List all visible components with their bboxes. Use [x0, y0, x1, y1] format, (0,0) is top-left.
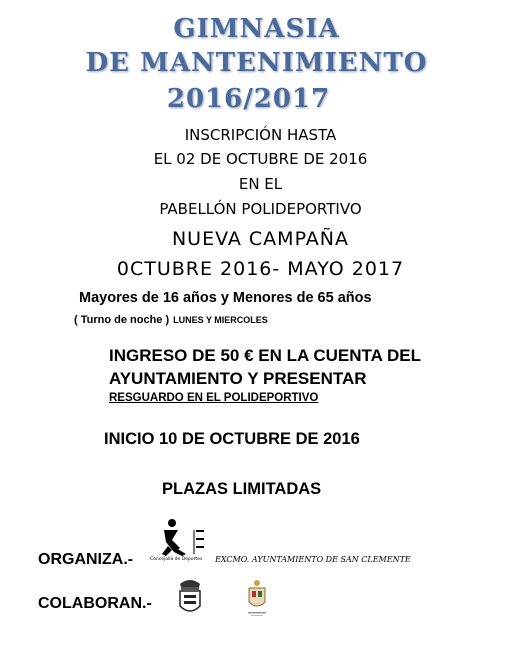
audience-schedule — [74, 310, 268, 328]
campaign-period: 0CTUBRE 2016- MAYO 2017 — [116, 258, 405, 280]
limited-places: PLAZAS LIMITADAS — [162, 480, 322, 498]
schedule-days: LUNES Y MIERCOLES — [173, 315, 268, 325]
title-season: 2016/2017 — [166, 84, 331, 114]
title-line-2: DE MANTENIMIENTO — [85, 48, 428, 78]
organizer-name: EXCMO. AYUNTAMIENTO DE SAN CLEMENTE — [215, 555, 411, 564]
payment-line-2: AYUNTAMIENTO Y PRESENTAR — [109, 369, 367, 388]
crest-icon — [177, 576, 203, 616]
inscription-line-3: EN EL — [238, 175, 283, 193]
logo-caption: Concejalía de Deportes — [150, 557, 203, 562]
colaboran-label: COLABORAN.- — [38, 595, 152, 612]
inscription-line-4: PABELLÓN POLIDEPORTIVO — [159, 200, 362, 218]
inscription-line-2: EL 02 DE OCTUBRE DE 2016 — [153, 150, 368, 168]
campaign-title: NUEVA CAMPAÑA — [171, 228, 350, 250]
organiza-label: ORGANIZA.- — [38, 551, 134, 568]
audience-ages: Mayores de 16 años y Menores de 65 años — [79, 290, 372, 306]
start-date: INICIO 10 DE OCTUBRE DE 2016 — [104, 430, 360, 448]
coat-of-arms-icon — [244, 578, 270, 618]
payment-line-3: RESGUARDO EN EL POLIDEPORTIVO — [109, 392, 319, 404]
inscription-line-1: INSCRIPCIÓN HASTA — [184, 126, 337, 144]
title-line-1: GIMNASIA — [173, 14, 340, 44]
payment-line-1: INGRESO DE 50 € EN LA CUENTA DEL — [109, 346, 422, 365]
schedule-turn: ( Turno de noche ) — [74, 314, 170, 326]
